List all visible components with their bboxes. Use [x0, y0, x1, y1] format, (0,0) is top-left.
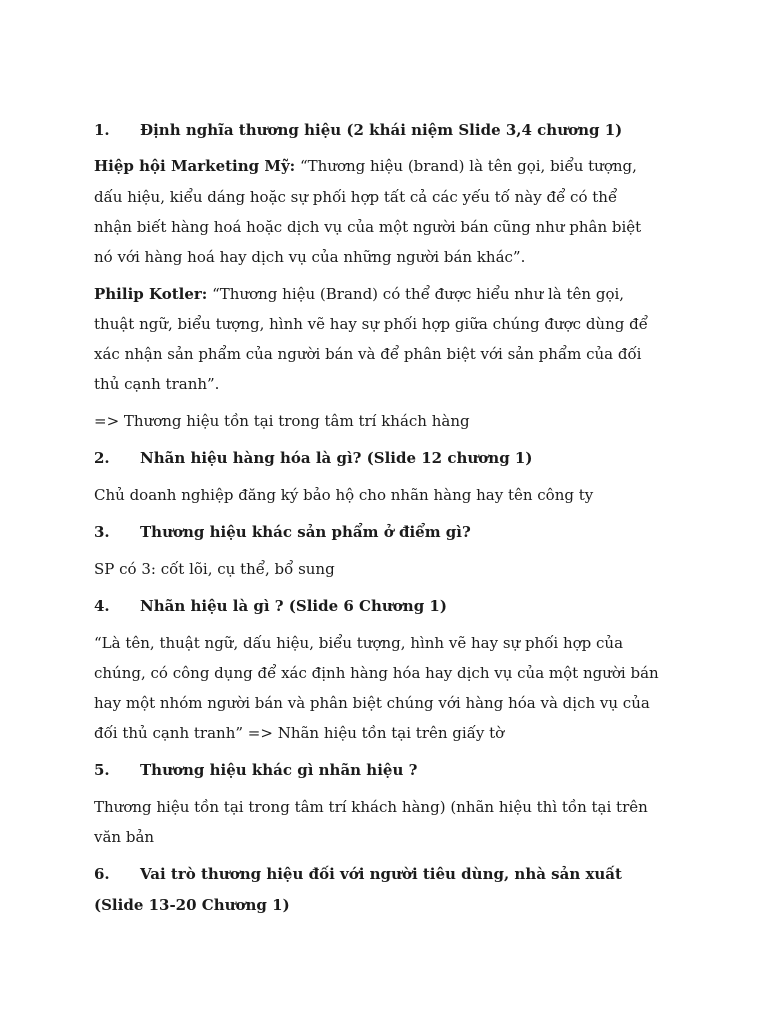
definition-kotler-line — [94, 279, 624, 309]
q1-conclusion: => Thương hiệu tồn tại trong tâm trí khách hàng — [94, 412, 470, 430]
q6-heading: Vai trò thương hiệu đối với người tiêu dùng, nhà sản xuất — [140, 865, 622, 883]
q3-answer: SP có 3: cốt lõi, cụ thể, bổ sung — [94, 560, 335, 578]
q5-answer-line: Thương hiệu tồn tại trong tâm trí khách hàng) (nhãn hiệu thì tồn tại trên — [94, 798, 648, 816]
definition-ama-line — [94, 151, 637, 181]
q1-heading: Định nghĩa thương hiệu (2 khái niệm Slide 3,4 chương 1) — [140, 121, 623, 139]
q4-answer-line: “Là tên, thuật ngữ, dấu hiệu, biểu tượng, hình vẽ hay sự phối hợp của — [94, 634, 624, 652]
q5-heading: Thương hiệu khác gì nhãn hiệu ? — [140, 761, 418, 779]
definition-ama-label: Hiệp hội Marketing Mỹ: — [94, 157, 296, 175]
q3-number: 3. — [94, 523, 110, 541]
definition-ama-line: nó với hàng hoá hay dịch vụ của những người bán khác”. — [94, 248, 526, 266]
q4-number: 4. — [94, 597, 110, 615]
q3-heading: Thương hiệu khác sản phẩm ở điểm gì? — [140, 523, 471, 541]
q4-heading: Nhãn hiệu là gì ? (Slide 6 Chương 1) — [140, 597, 447, 615]
q1-number: 1. — [94, 121, 110, 139]
q2-heading: Nhãn hiệu hàng hóa là gì? (Slide 12 chương 1) — [140, 449, 533, 467]
q6-number: 6. — [94, 865, 110, 883]
q5-number: 5. — [94, 761, 110, 779]
q6-heading-continued: (Slide 13-20 Chương 1) — [94, 896, 290, 914]
definition-ama-line: dấu hiệu, kiểu dáng hoặc sự phối hợp tất cả các yếu tố này để có thể — [94, 188, 618, 206]
definition-kotler-text: “Thương hiệu (Brand) có thể được hiểu như là tên gọi, — [212, 285, 625, 303]
q4-answer-line: đối thủ cạnh tranh” => Nhãn hiệu tồn tại trên giấy tờ — [94, 724, 505, 742]
q2-number: 2. — [94, 449, 110, 467]
q2-answer: Chủ doanh nghiệp đăng ký bảo hộ cho nhãn hàng hay tên công ty — [94, 486, 594, 504]
q5-answer-line: văn bản — [94, 828, 155, 846]
definition-kotler-label: Philip Kotler: — [94, 285, 208, 303]
q4-answer-line: chúng, có công dụng để xác định hàng hóa hay dịch vụ của một người bán — [94, 664, 659, 682]
definition-kotler-line: thuật ngữ, biểu tượng, hình vẽ hay sự phối hợp giữa chúng được dùng để — [94, 315, 648, 333]
definition-kotler-line: thủ cạnh tranh”. — [94, 375, 220, 393]
q4-answer-line: hay một nhóm người bán và phân biệt chúng với hàng hóa và dịch vụ của — [94, 694, 650, 712]
definition-ama-line: nhận biết hàng hoá hoặc dịch vụ của một người bán cũng như phân biệt — [94, 218, 642, 236]
definition-kotler-line: xác nhận sản phẩm của người bán và để phân biệt với sản phẩm của đối — [94, 345, 642, 363]
definition-ama-text: “Thương hiệu (brand) là tên gọi, biểu tượng, — [300, 157, 637, 175]
